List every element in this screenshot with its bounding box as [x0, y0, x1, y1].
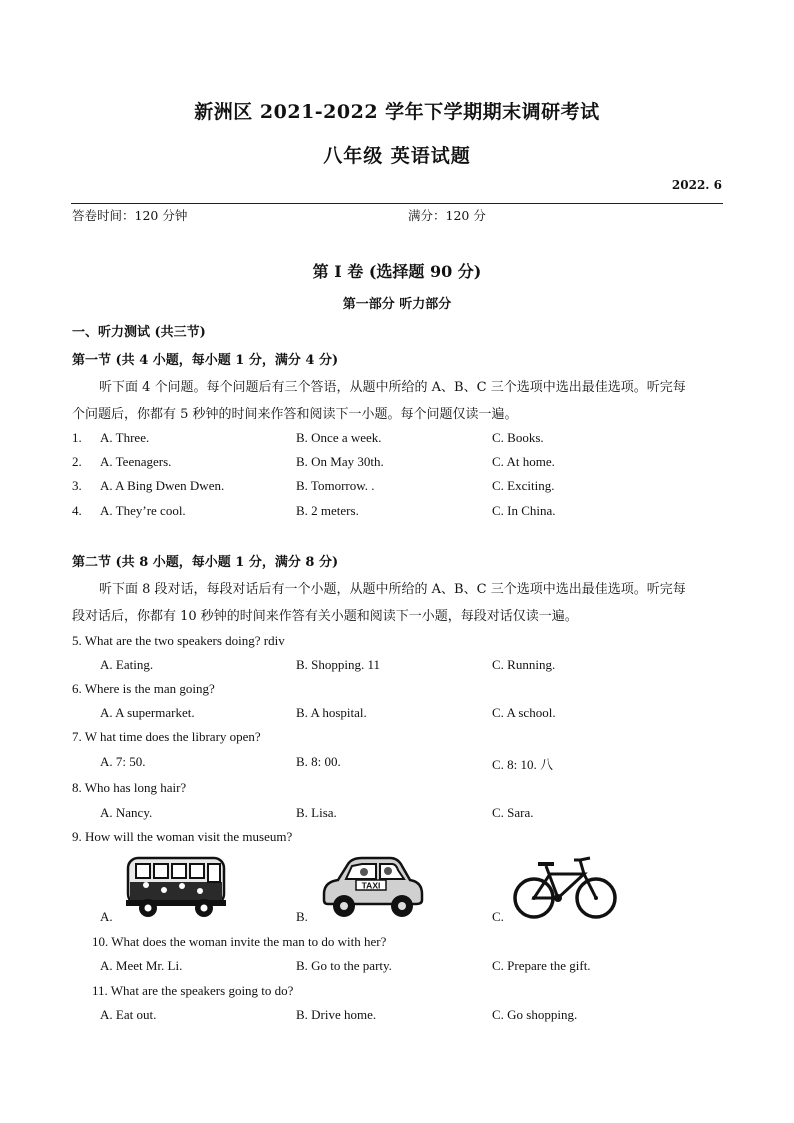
option-a: A. Three.: [100, 430, 150, 445]
option-a: A. Meet Mr. Li.: [100, 958, 183, 973]
option-a: A. They’re cool.: [100, 503, 186, 518]
option-c: C. Books.: [492, 430, 544, 445]
option-b: B. Go to the party.: [296, 958, 392, 973]
option-b: B. Drive home.: [296, 1007, 377, 1022]
question-number: 2.: [72, 454, 82, 469]
option-a: A. Eat out.: [100, 1007, 157, 1022]
option-a: A. A supermarket.: [100, 705, 195, 720]
question-text: 8. Who has long hair?: [72, 780, 187, 795]
option-b: B. A hospital.: [296, 705, 367, 720]
option-c: C. Running.: [492, 657, 556, 672]
option-c: C. A school.: [492, 705, 556, 720]
option-b: B. 8: 00.: [296, 754, 341, 769]
bus-image: [124, 852, 230, 920]
full-score: 满分：120 分: [408, 208, 486, 223]
option-b: B. 2 meters.: [296, 503, 359, 518]
header-divider: [71, 203, 723, 204]
exam-subtitle: 八年级 英语试题: [323, 145, 471, 167]
option-c: C.: [492, 909, 504, 924]
option-b: B. Shopping. 11: [296, 657, 381, 672]
option-c: C. 8: 10. 八: [492, 757, 554, 772]
subsection-2-instruction-line1: 听下面 8 段对话，每段对话后有一个小题，从题中所给的 A、B、C 三个选项中选出最佳选项。听完每: [99, 582, 686, 597]
question-text: 5. What are the two speakers doing? rdiv: [72, 633, 285, 648]
question-number: 3.: [72, 478, 82, 493]
question-text: 6. Where is the man going?: [72, 681, 215, 696]
option-b: B.: [296, 909, 308, 924]
option-a: A.: [100, 909, 113, 924]
option-b: B. Tomorrow. .: [296, 478, 375, 493]
option-c: C. Prepare the gift.: [492, 958, 591, 973]
question-number: 1.: [72, 430, 82, 445]
option-c: C. Sara.: [492, 805, 534, 820]
option-b: B. Once a week.: [296, 430, 382, 445]
option-c: C. Go shopping.: [492, 1007, 578, 1022]
exam-date: 2022. 6: [671, 178, 722, 192]
question-text: 10. What does the woman invite the man to do with her?: [92, 934, 387, 949]
option-a: A. 7: 50.: [100, 754, 146, 769]
volume-title: 第 I 卷 (选择题 90 分): [312, 262, 482, 281]
part-title: 第一部分 听力部分: [342, 297, 452, 312]
option-a: A. Eating.: [100, 657, 154, 672]
option-b: B. On May 30th.: [296, 454, 384, 469]
option-c: C. At home.: [492, 454, 555, 469]
option-a: A. Nancy.: [100, 805, 153, 820]
option-c: C. Exciting.: [492, 478, 555, 493]
subsection-2-heading: 第二节 (共 8 小题，每小题 1 分，满分 8 分): [72, 555, 339, 570]
question-number: 4.: [72, 503, 82, 518]
taxi-sign: TAXI: [361, 880, 381, 891]
question-text: 11. What are the speakers going to do?: [92, 983, 294, 998]
taxi-image: [318, 848, 426, 922]
section-heading: 一、听力测试 (共三节): [72, 325, 206, 340]
question-text: 7. W hat time does the library open?: [72, 729, 261, 744]
option-b: B. Lisa.: [296, 805, 337, 820]
subsection-1-heading: 第一节 (共 4 小题，每小题 1 分，满分 4 分): [72, 353, 339, 368]
time-limit: 答卷时间：120 分钟: [72, 208, 188, 223]
option-a: A. Teenagers.: [100, 454, 172, 469]
subsection-2-instruction-line2: 段对话后，你都有 10 秒钟的时间来作答有关小题和阅读下一小题，每段对话仅读一遍。: [72, 609, 578, 624]
option-a: A. A Bing Dwen Dwen.: [100, 478, 225, 493]
option-c: C. In China.: [492, 503, 556, 518]
bicycle-image: [512, 852, 618, 922]
subsection-1-instruction-line1: 听下面 4 个问题。每个问题后有三个答语，从题中所给的 A、B、C 三个选项中选出最佳选项。听完每: [99, 380, 686, 395]
exam-title: 新洲区 2021-2022 学年下学期期末调研考试: [194, 101, 600, 123]
subsection-1-instruction-line2: 个问题后，你都有 5 秒钟的时间来作答和阅读下一小题。每个问题仅读一遍。: [72, 407, 518, 422]
question-text: 9. How will the woman visit the museum?: [72, 829, 293, 844]
